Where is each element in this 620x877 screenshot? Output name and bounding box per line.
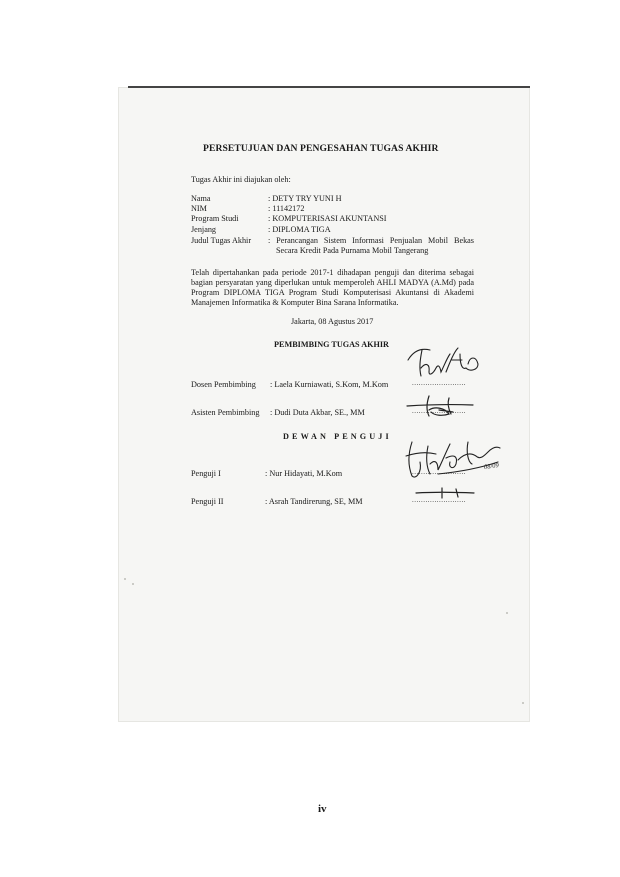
signature-asisten-pembimbing xyxy=(403,392,483,422)
supervisor-label-dosen: Dosen Pembimbing xyxy=(191,380,256,389)
place-date: Jakarta, 08 Agustus 2017 xyxy=(291,317,374,326)
examiner-value-2: : Asrah Tandirerung, SE, MM xyxy=(265,497,363,506)
signature-dosen-pembimbing xyxy=(400,344,490,384)
field-value-jenjang: : DIPLOMA TIGA xyxy=(268,225,331,234)
signature-dots: ........................ xyxy=(412,496,466,504)
field-value-nim: : 11142172 xyxy=(268,204,305,213)
statement-paragraph: Telah dipertahankan pada periode 2017-1 dihadapan penguji dan diterima sebagai bagian persyaratan yang diperlukan untuk memperoleh AHLI MADYA (A.Md) pada Program DIPLOMA TIGA Program Studi Komputerisasi Akuntansi di Akademi Manajemen Informatika & Komputer Bina Sarana Informatika. xyxy=(191,268,474,307)
supervisor-value-asisten: : Dudi Duta Akbar, SE., MM xyxy=(270,408,365,417)
examiner-label-2: Penguji II xyxy=(191,497,224,506)
examiners-heading: DEWAN PENGUJI xyxy=(283,432,392,441)
field-label-jenjang: Jenjang xyxy=(191,225,217,234)
scan-speck xyxy=(124,578,126,580)
signature-dots: ........................ xyxy=(412,407,466,415)
field-value-nama: : DETY TRY YUNI H xyxy=(268,194,342,203)
field-label-program: Program Studi xyxy=(191,214,239,223)
intro-text: Tugas Akhir ini diajukan oleh: xyxy=(191,175,291,184)
scan-speck xyxy=(132,583,134,585)
handwritten-date: 08/09 xyxy=(483,462,500,471)
signature-dots: ........................ xyxy=(412,468,466,476)
signature-penguji-2 xyxy=(412,486,482,500)
field-label-judul: Judul Tugas Akhir xyxy=(191,236,252,245)
field-label-nim: NIM xyxy=(191,204,207,213)
scan-edge-line xyxy=(128,86,530,88)
field-value-judul-line2: Secara Kredit Pada Purnama Mobil Tangerang xyxy=(276,246,429,255)
page-number: iv xyxy=(318,803,327,815)
examiner-label-1: Penguji I xyxy=(191,469,221,478)
supervisor-value-dosen: : Laela Kurniawati, S.Kom, M.Kom xyxy=(270,380,389,389)
signature-dots: ........................ xyxy=(412,379,466,387)
supervisors-heading: PEMBIMBING TUGAS AKHIR xyxy=(274,340,389,349)
signature-penguji-1 xyxy=(398,434,508,484)
supervisor-label-asisten: Asisten Pembimbing xyxy=(191,408,260,417)
scan-speck xyxy=(506,612,508,614)
examiner-value-1: : Nur Hidayati, M.Kom xyxy=(265,469,343,478)
scan-speck xyxy=(522,702,524,704)
document-title: PERSETUJUAN DAN PENGESAHAN TUGAS AKHIR xyxy=(203,143,439,154)
field-value-judul: : Perancangan Sistem Informasi Penjualan Mobil Bekas xyxy=(268,236,474,245)
field-value-program: : KOMPUTERISASI AKUNTANSI xyxy=(268,214,387,223)
field-label-nama: Nama xyxy=(191,194,211,203)
